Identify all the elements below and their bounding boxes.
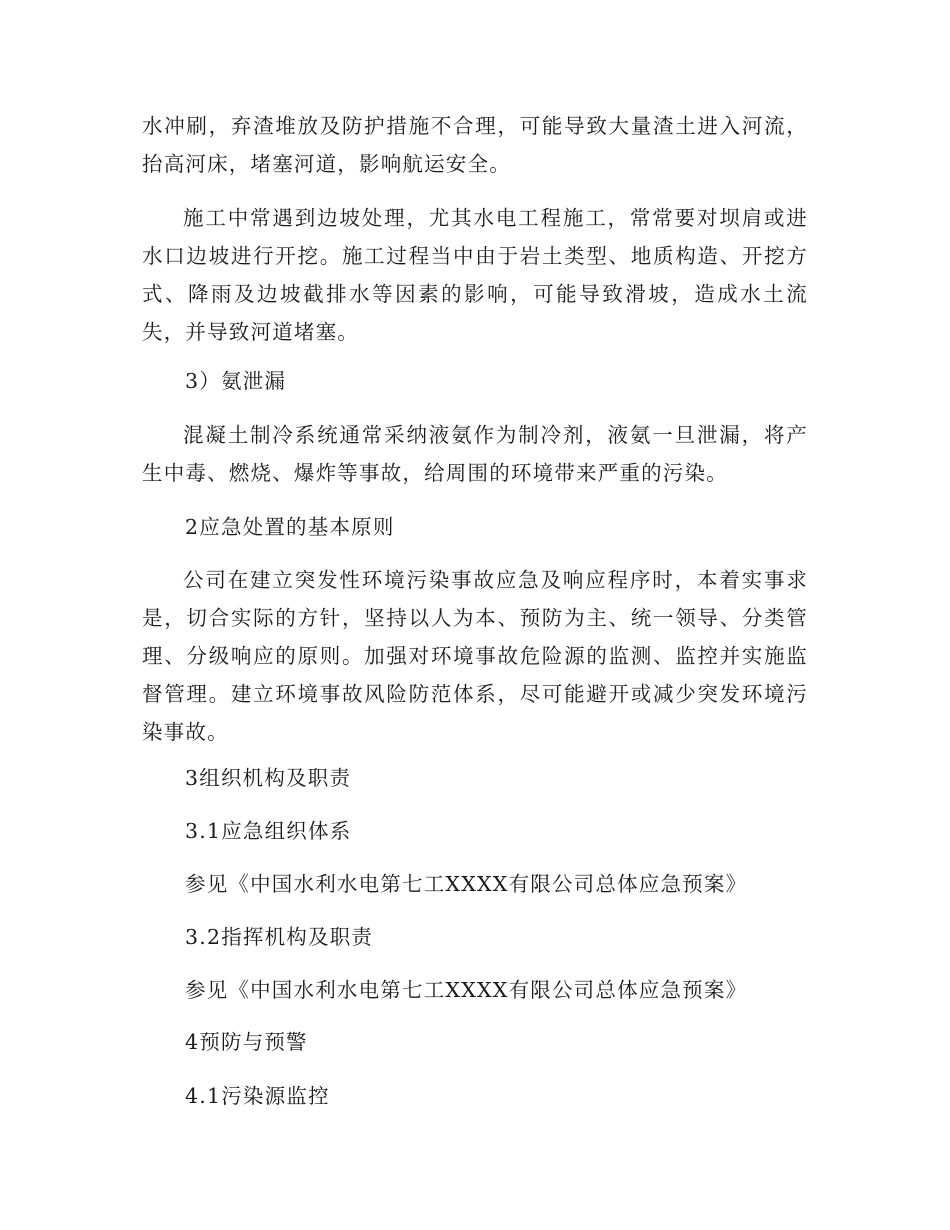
heading-emergency-system: 3.1应急组织体系: [185, 819, 352, 843]
paragraph-slope-excavation: 施工中常遇到边坡处理，尤其水电工程施工，常常要对坝肩或进水口边坡进行开挖。施工过程当中由于岩土类型、地质构造、开挖方式、降雨及边坡截排水等因素的影响，可能导致滑坡，造成水土流失，并导致河道堵塞。: [142, 206, 808, 344]
reference-plan-1: 参见《中国水利水电第七工XXXX有限公司总体应急预案》: [185, 872, 748, 896]
paragraph-erosion: 水冲刷，弃渣堆放及防护措施不合理，可能导致大量渣土进入河流，抬高河床，堵塞河道，影响航运安全。: [142, 114, 808, 176]
heading-command: 3.2指挥机构及职责: [185, 925, 374, 949]
reference-plan-2: 参见《中国水利水电第七工XXXX有限公司总体应急预案》: [185, 978, 748, 1002]
paragraph-principles: 公司在建立突发性环境污染事故应急及响应程序时，本着实事求是，切合实际的方针，坚持以人为本、预防为主、统一领导、分类管理、分级响应的原则。加强对环境事故危险源的监测、监控并实施监督管理。建立环境事故风险防范体系，尽可能避开或减少突发环境污染事故。: [142, 568, 808, 744]
heading-prevention: 4预防与预警: [185, 1030, 308, 1054]
paragraph-ammonia: 混凝土制冷系统通常采纳液氨作为制冷剂，液氨一旦泄漏，将产生中毒、燃烧、爆炸等事故，给周围的环境带来严重的污染。: [142, 423, 808, 485]
heading-basic-principles: 2应急处置的基本原则: [185, 515, 395, 539]
heading-ammonia-leak: 3）氨泄漏: [185, 369, 287, 393]
heading-organization: 3组织机构及职责: [185, 766, 352, 790]
heading-pollution-monitoring: 4.1污染源监控: [185, 1084, 330, 1108]
